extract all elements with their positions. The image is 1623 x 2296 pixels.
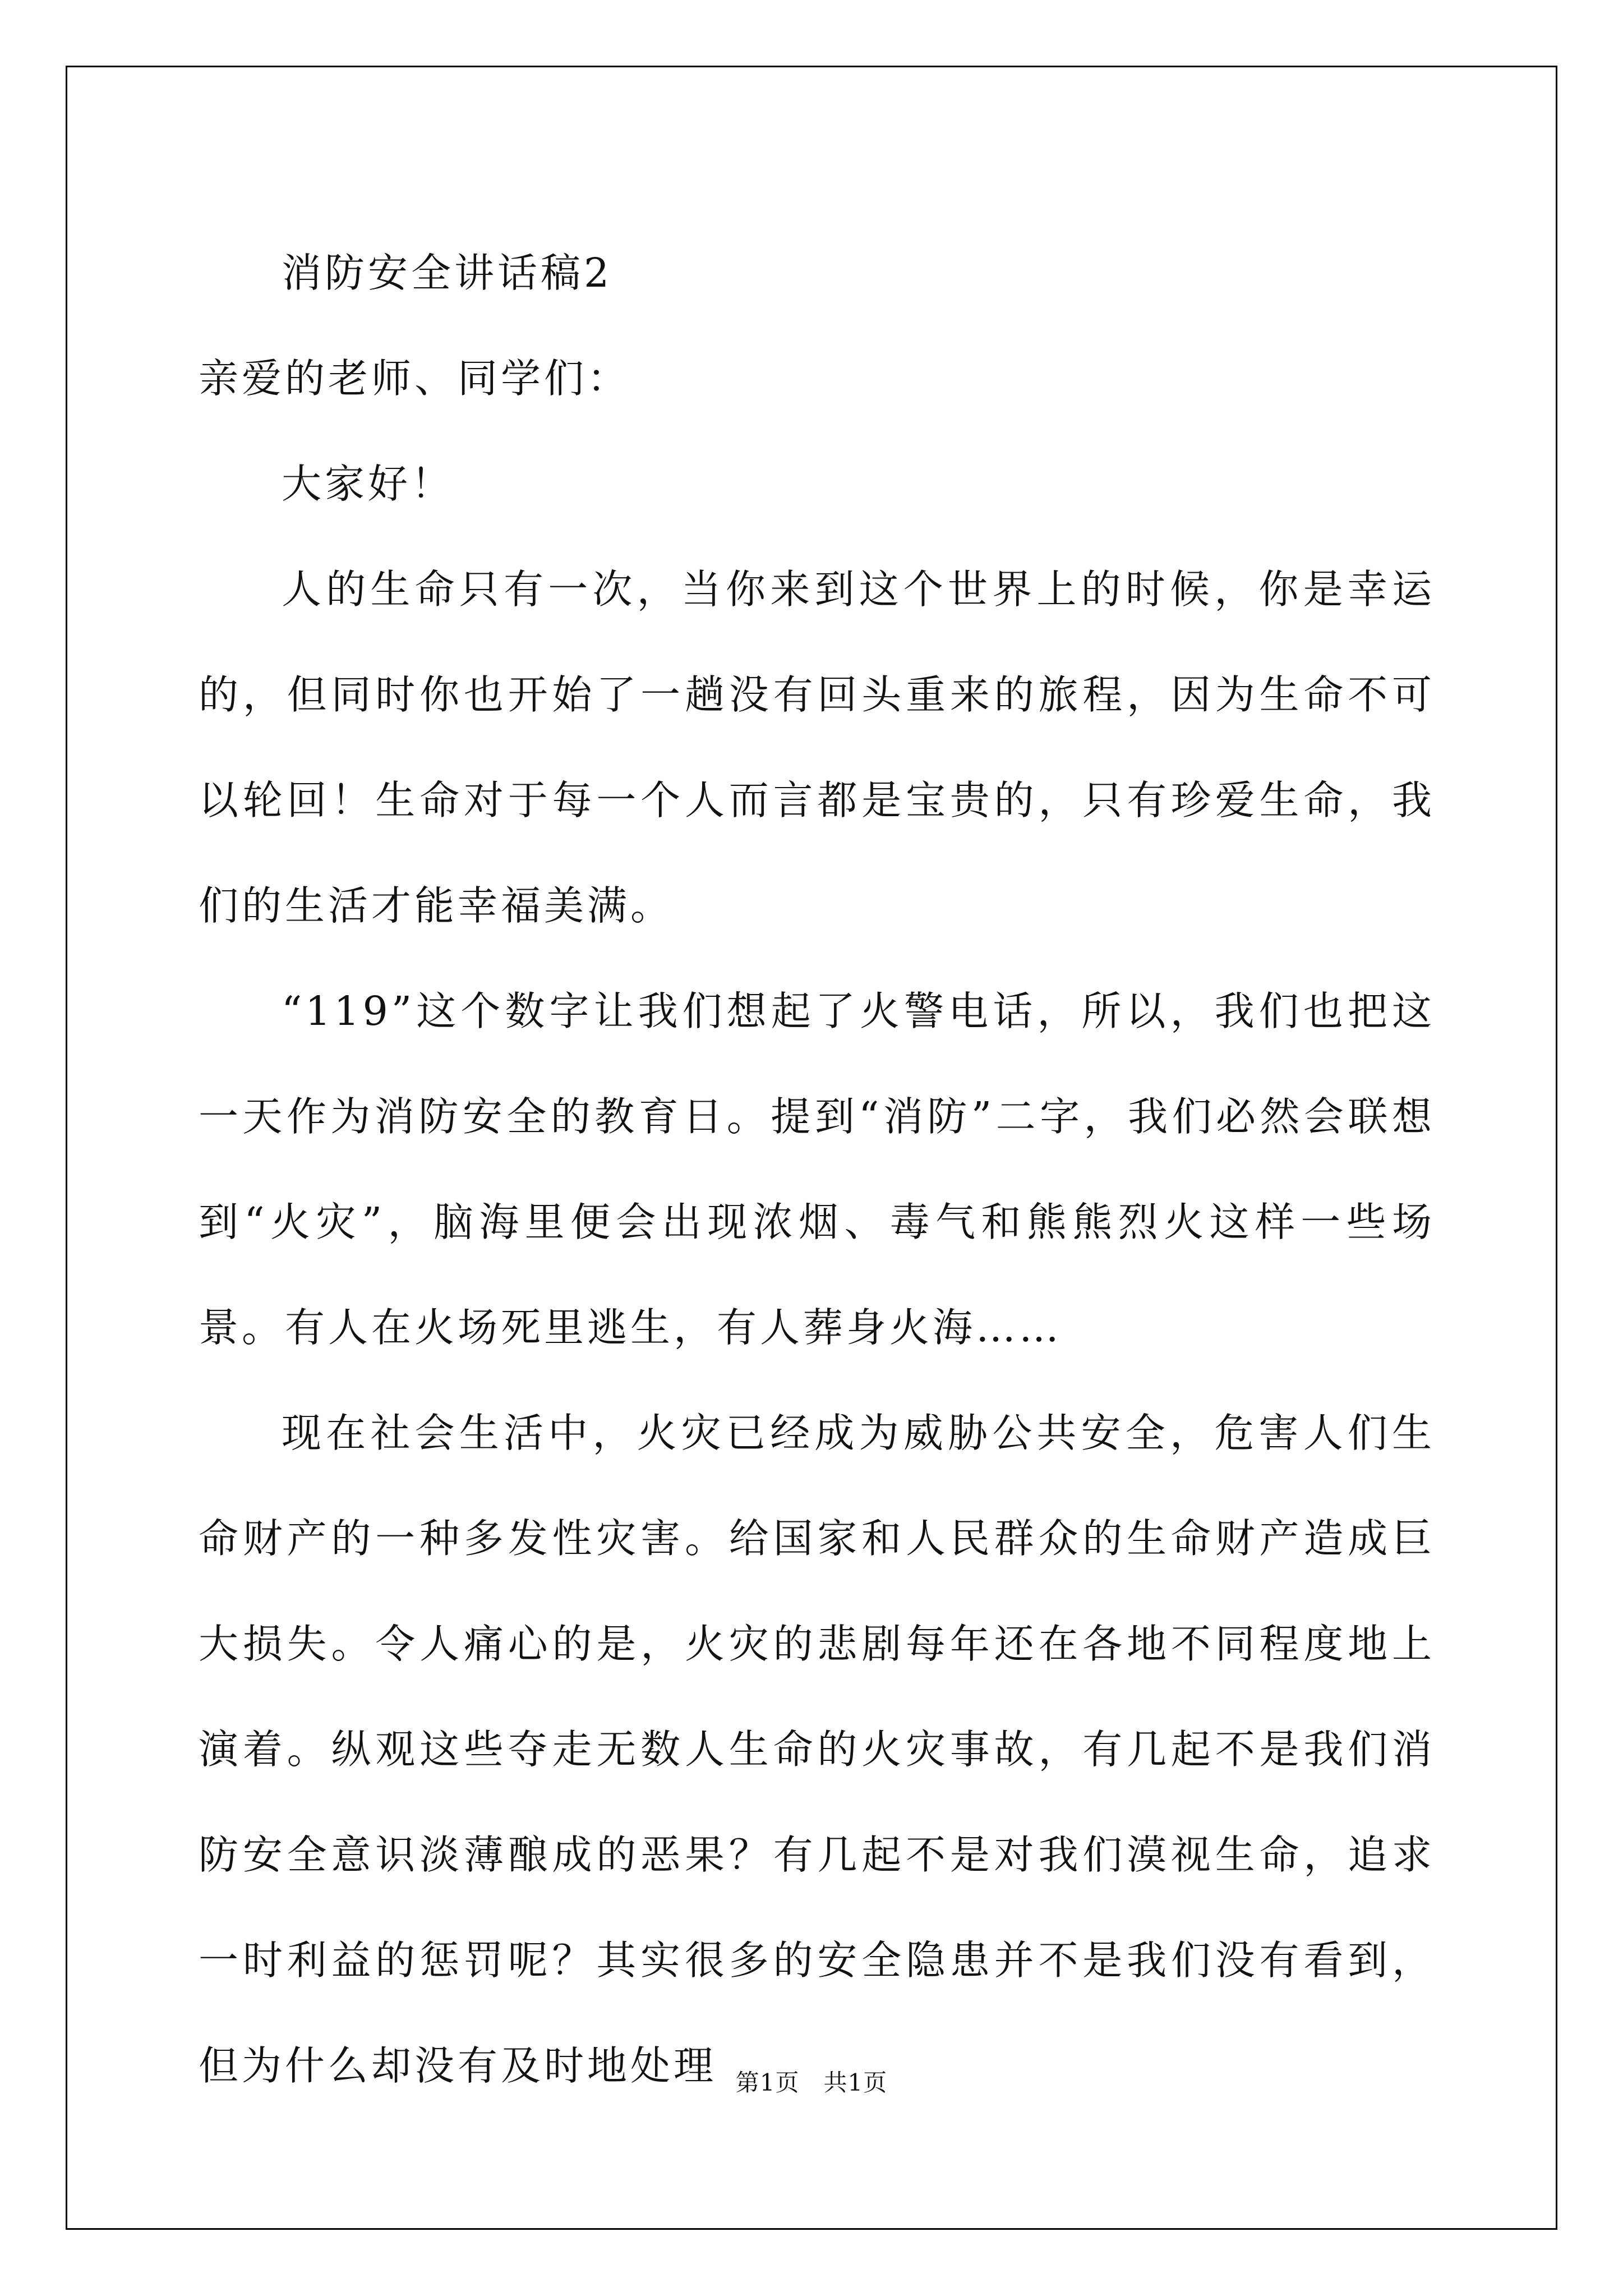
paragraph-1: 人的生命只有一次，当你来到这个世界上的时候，你是幸运的，但同时你也开始了一趟没有回头重来的旅程，因为生命不可以轮回！生命对于每一个人而言都是宝贵的，只有珍爱生命，我们的生活才能幸福美满。 xyxy=(199,566,1435,929)
greeting: 大家好！ xyxy=(282,461,455,507)
document-body xyxy=(199,220,1435,2119)
page-footer: 第1页 共1页 xyxy=(735,2069,888,2096)
paragraph-2: “119”这个数字让我们想起了火警电话，所以，我们也把这一天作为消防安全的教育日。提到“消防”二字，我们必然会联想到“火灾”，脑海里便会出现浓烟、毒气和熊熊烈火这样一些场景。有人在火场死里逃生，有人葬身火海…… xyxy=(199,988,1435,1351)
document-title: 消防安全讲话稿2 xyxy=(282,250,613,296)
salutation: 亲爱的老师、同学们： xyxy=(199,355,631,402)
paragraph-3: 现在社会生活中，火灾已经成为威胁公共安全，危害人们生命财产的一种多发性灾害。给国家和人民群众的生命财产造成巨大损失。令人痛心的是，火灾的悲剧每年还在各地不同程度地上演着。纵观这些夺走无数人生命的火灾事故，有几起不是我们消防安全意识淡薄酿成的恶果？有几起不是对我们漠视生命，追求一时利益的惩罚呢？其实很多的安全隐患并不是我们没有看到，但为什么却没有及时地处理 xyxy=(199,1410,1435,2089)
